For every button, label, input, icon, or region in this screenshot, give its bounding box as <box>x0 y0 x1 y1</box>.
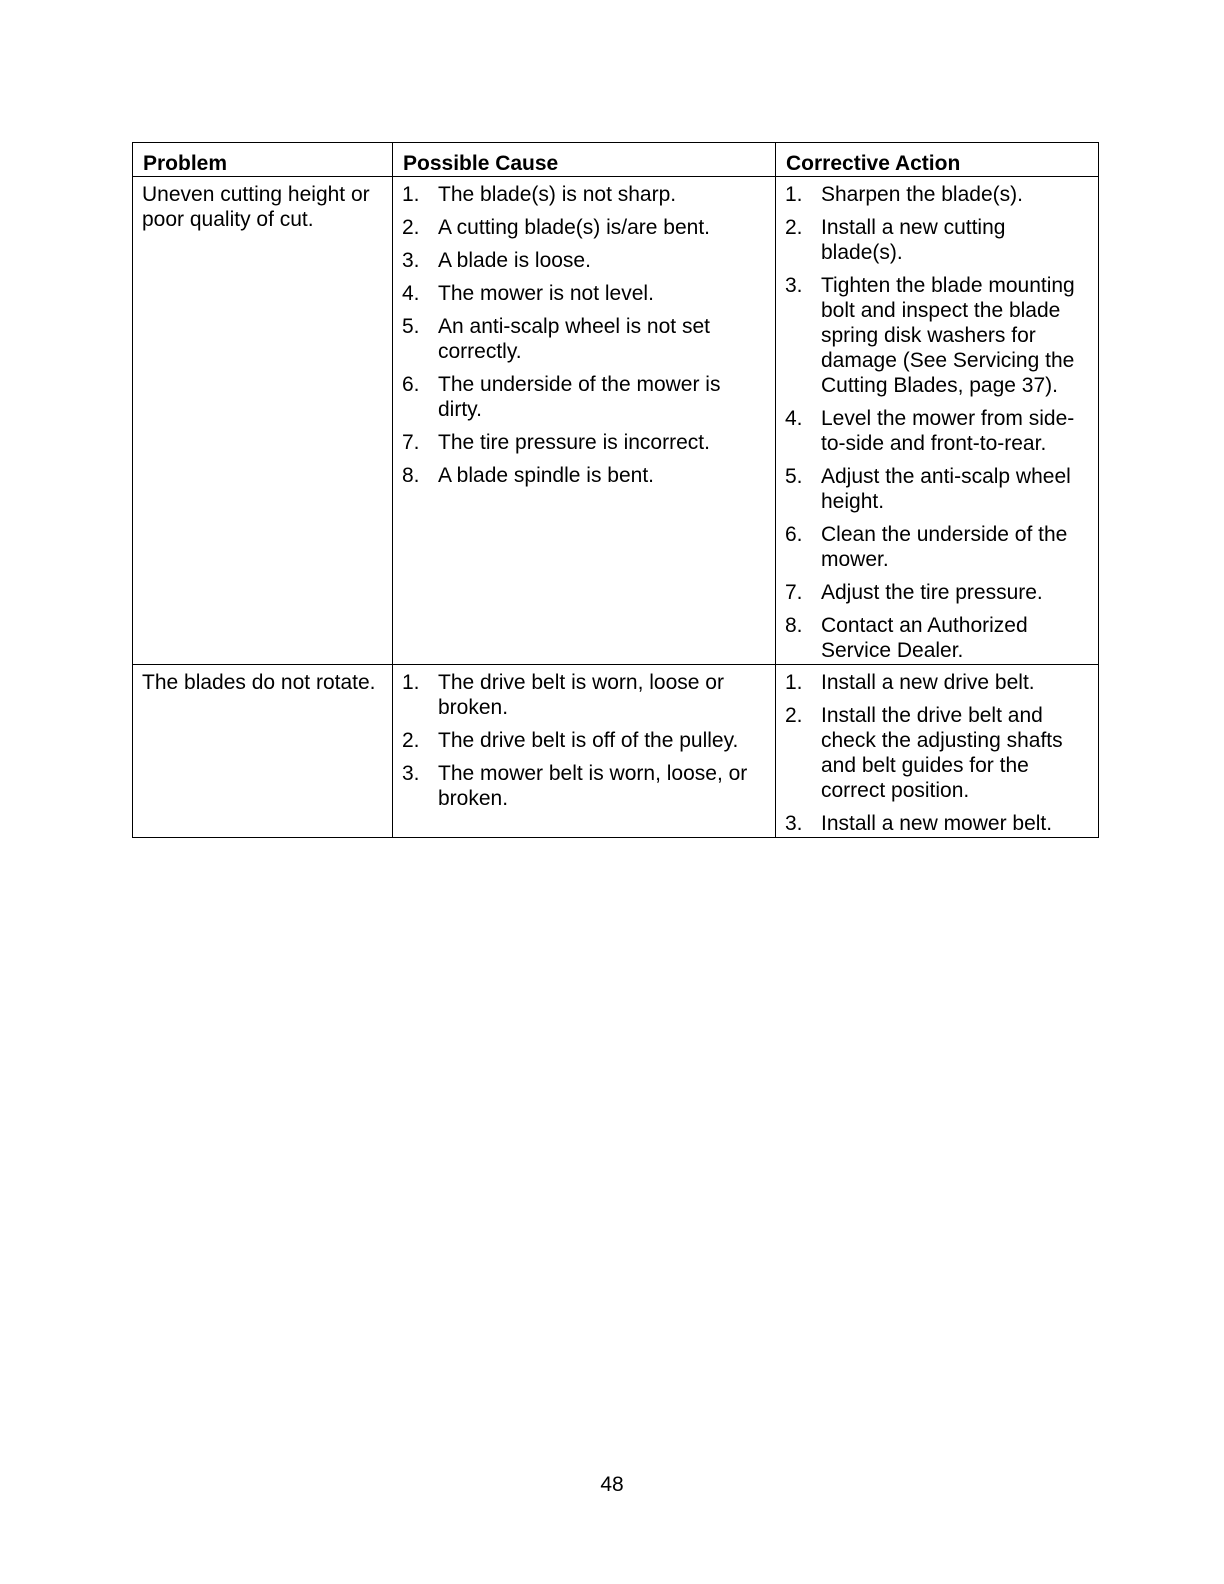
list-item <box>785 406 1089 456</box>
item-text: A blade spindle is bent. <box>438 464 654 487</box>
header-problem: Problem <box>133 143 393 177</box>
item-number: 6. <box>785 523 803 546</box>
item-number: 3. <box>402 762 420 785</box>
item-number: 6. <box>402 373 420 396</box>
header-corrective-action: Corrective Action <box>776 143 1099 177</box>
item-number: 5. <box>785 465 803 488</box>
action-list <box>785 182 1089 663</box>
item-text: The mower belt is worn, loose, or broken. <box>438 762 748 810</box>
table-row <box>133 665 1099 838</box>
cause-list <box>402 670 766 811</box>
list-item <box>402 670 766 720</box>
list-item <box>402 728 766 753</box>
list-item <box>402 215 766 240</box>
item-text: The drive belt is off of the pulley. <box>438 729 739 752</box>
problem-cell: The blades do not rotate. <box>133 665 393 838</box>
item-text: Tighten the blade mounting bolt and inspect the blade spring disk washers for damage (See Servicing the Cutting Blades, page 37). <box>821 274 1075 397</box>
item-text: Install a new drive belt. <box>821 671 1035 694</box>
list-item <box>402 281 766 306</box>
item-number: 8. <box>402 464 420 487</box>
item-text: Sharpen the blade(s). <box>821 183 1023 206</box>
list-item <box>785 273 1089 398</box>
item-number: 2. <box>402 216 420 239</box>
item-text: The blade(s) is not sharp. <box>438 183 677 206</box>
item-text: Contact an Authorized Service Dealer. <box>821 614 1028 662</box>
list-item <box>785 182 1089 207</box>
list-item <box>785 215 1089 265</box>
action-cell <box>776 665 1099 838</box>
list-item <box>402 463 766 488</box>
list-item <box>785 811 1089 836</box>
item-number: 5. <box>402 315 420 338</box>
action-cell <box>776 177 1099 665</box>
item-text: The mower is not level. <box>438 282 654 305</box>
list-item <box>785 522 1089 572</box>
item-number: 7. <box>785 581 803 604</box>
table-row <box>133 177 1099 665</box>
item-text: An anti-scalp wheel is not set correctly. <box>438 315 710 363</box>
item-text: The drive belt is worn, loose or broken. <box>438 671 724 719</box>
item-number: 8. <box>785 614 803 637</box>
list-item <box>785 613 1089 663</box>
list-item <box>785 580 1089 605</box>
list-item <box>402 248 766 273</box>
item-number: 2. <box>402 729 420 752</box>
list-item <box>402 761 766 811</box>
troubleshooting-table <box>132 142 1099 838</box>
item-text: Level the mower from side-to-side and front-to-rear. <box>821 407 1075 455</box>
cause-list <box>402 182 766 488</box>
item-text: Adjust the tire pressure. <box>821 581 1043 604</box>
item-number: 1. <box>402 671 420 694</box>
item-text: The underside of the mower is dirty. <box>438 373 721 421</box>
page-number: 48 <box>600 1473 624 1496</box>
cause-cell <box>393 177 776 665</box>
item-text: Adjust the anti-scalp wheel height. <box>821 465 1071 513</box>
item-number: 4. <box>785 407 803 430</box>
item-number: 1. <box>785 183 803 206</box>
item-number: 1. <box>402 183 420 206</box>
header-row <box>133 143 1099 177</box>
item-text: Install the drive belt and check the adjusting shafts and belt guides for the correct position. <box>821 704 1063 802</box>
problem-cell: Uneven cutting height or poor quality of cut. <box>133 177 393 665</box>
item-text: A blade is loose. <box>438 249 591 272</box>
item-number: 1. <box>785 671 803 694</box>
item-number: 4. <box>402 282 420 305</box>
cause-cell <box>393 665 776 838</box>
list-item <box>785 703 1089 803</box>
list-item <box>402 430 766 455</box>
item-text: A cutting blade(s) is/are bent. <box>438 216 710 239</box>
item-number: 3. <box>402 249 420 272</box>
item-number: 7. <box>402 431 420 454</box>
item-number: 2. <box>785 216 803 239</box>
list-item <box>785 670 1089 695</box>
list-item <box>402 372 766 422</box>
item-text: Install a new mower belt. <box>821 812 1053 835</box>
list-item <box>402 182 766 207</box>
item-text: The tire pressure is incorrect. <box>438 431 710 454</box>
item-number: 2. <box>785 704 803 727</box>
item-text: Clean the underside of the mower. <box>821 523 1068 571</box>
list-item <box>402 314 766 364</box>
item-number: 3. <box>785 274 803 297</box>
header-possible-cause: Possible Cause <box>393 143 776 177</box>
action-list <box>785 670 1089 836</box>
item-text: Install a new cutting blade(s). <box>821 216 1006 264</box>
list-item <box>785 464 1089 514</box>
item-number: 3. <box>785 812 803 835</box>
